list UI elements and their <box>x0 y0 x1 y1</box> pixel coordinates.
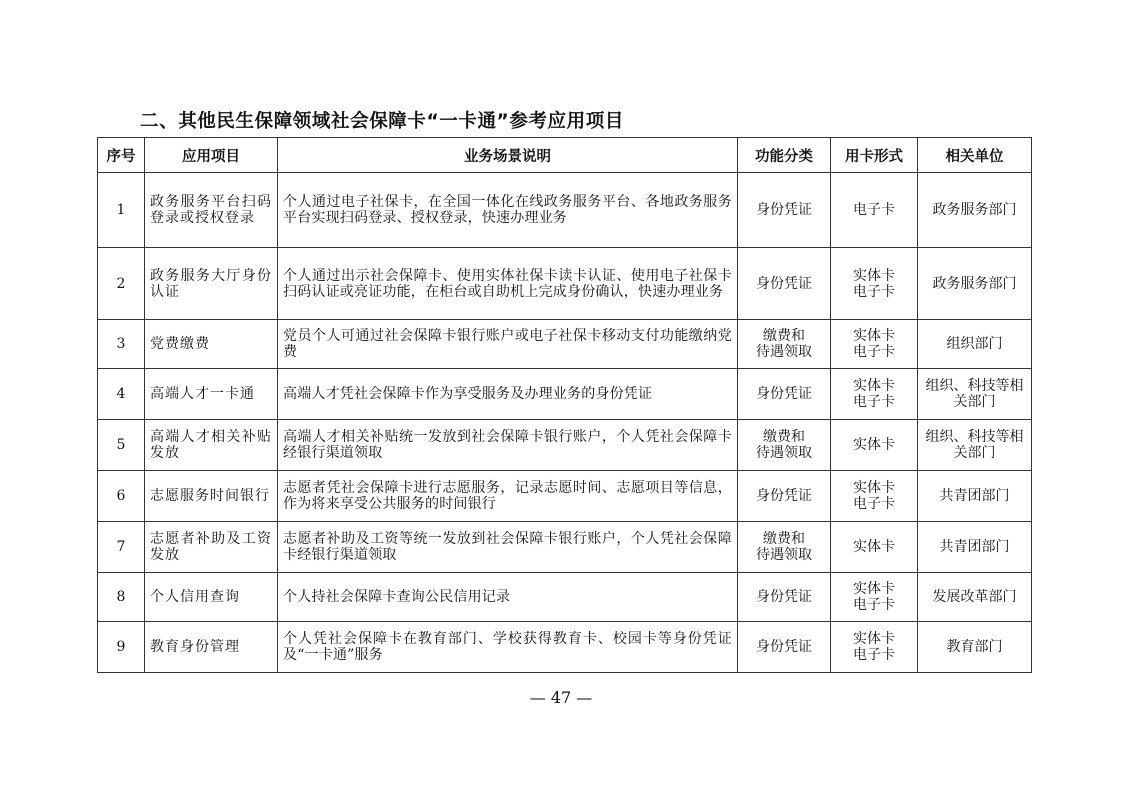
table-row <box>98 573 1032 622</box>
cell-item: 教育身份管理 <box>145 622 278 673</box>
cell-desc: 个人通过出示社会保障卡、使用实体社保卡读卡认证、使用电子社保卡扫码认证或亮证功能，在柜台或自助机上完成身份确认，快速办理业务 <box>278 248 738 320</box>
cell-category: 身份凭证 <box>738 369 831 420</box>
cell-category: 身份凭证 <box>738 622 831 673</box>
cell-desc: 个人通过电子社保卡，在全国一体化在线政务服务平台、各地政务服务平台实现扫码登录、授权登录，快速办理业务 <box>278 173 738 248</box>
cell-form: 实体卡 电子卡 <box>831 622 918 673</box>
table-row <box>98 622 1032 673</box>
cell-unit: 教育部门 <box>918 622 1032 673</box>
header-no: 序号 <box>98 138 145 173</box>
cell-no: 5 <box>98 420 145 471</box>
header-item: 应用项目 <box>145 138 278 173</box>
cell-unit: 组织、科技等相关部门 <box>918 369 1032 420</box>
cell-category: 缴费和 待遇领取 <box>738 420 831 471</box>
cell-no: 1 <box>98 173 145 248</box>
cell-desc: 个人凭社会保障卡在教育部门、学校获得教育卡、校园卡等身份凭证及“一卡通”服务 <box>278 622 738 673</box>
header-unit: 相关单位 <box>918 138 1032 173</box>
cell-desc: 志愿者凭社会保障卡进行志愿服务，记录志愿时间、志愿项目等信息，作为将来享受公共服务的时间银行 <box>278 471 738 522</box>
cell-form: 实体卡 电子卡 <box>831 573 918 622</box>
cell-desc: 高端人才相关补贴统一发放到社会保障卡银行账户，个人凭社会保障卡经银行渠道领取 <box>278 420 738 471</box>
cell-desc: 个人持社会保障卡查询公民信用记录 <box>278 573 738 622</box>
cell-unit: 发展改革部门 <box>918 573 1032 622</box>
cell-category: 身份凭证 <box>738 573 831 622</box>
cell-no: 3 <box>98 320 145 369</box>
table-row <box>98 320 1032 369</box>
cell-category: 缴费和 待遇领取 <box>738 522 831 573</box>
cell-form: 实体卡 电子卡 <box>831 471 918 522</box>
table-row <box>98 522 1032 573</box>
cell-form: 实体卡 <box>831 420 918 471</box>
cell-item: 高端人才相关补贴发放 <box>145 420 278 471</box>
cell-form: 电子卡 <box>831 173 918 248</box>
cell-unit: 组织部门 <box>918 320 1032 369</box>
table-header-row <box>98 138 1032 173</box>
cell-no: 9 <box>98 622 145 673</box>
cell-item: 个人信用查询 <box>145 573 278 622</box>
table-row <box>98 369 1032 420</box>
cell-item: 志愿服务时间银行 <box>145 471 278 522</box>
cell-form: 实体卡 电子卡 <box>831 320 918 369</box>
cell-form: 实体卡 <box>831 522 918 573</box>
cell-desc: 高端人才凭社会保障卡作为享受服务及办理业务的身份凭证 <box>278 369 738 420</box>
cell-desc: 党员个人可通过社会保障卡银行账户或电子社保卡移动支付功能缴纳党费 <box>278 320 738 369</box>
cell-unit: 共青团部门 <box>918 522 1032 573</box>
cell-unit: 政务服务部门 <box>918 173 1032 248</box>
cell-no: 8 <box>98 573 145 622</box>
table-row <box>98 420 1032 471</box>
cell-item: 政务服务大厅身份认证 <box>145 248 278 320</box>
header-category: 功能分类 <box>738 138 831 173</box>
table-row <box>98 248 1032 320</box>
cell-form: 实体卡 电子卡 <box>831 248 918 320</box>
cell-unit: 组织、科技等相关部门 <box>918 420 1032 471</box>
cell-form: 实体卡 电子卡 <box>831 369 918 420</box>
cell-no: 4 <box>98 369 145 420</box>
cell-item: 志愿者补助及工资发放 <box>145 522 278 573</box>
cell-no: 7 <box>98 522 145 573</box>
cell-category: 缴费和 待遇领取 <box>738 320 831 369</box>
cell-desc: 志愿者补助及工资等统一发放到社会保障卡银行账户，个人凭社会保障卡经银行渠道领取 <box>278 522 738 573</box>
cell-item: 高端人才一卡通 <box>145 369 278 420</box>
cell-item: 政务服务平台扫码登录或授权登录 <box>145 173 278 248</box>
cell-item: 党费缴费 <box>145 320 278 369</box>
page-number: — 47 — <box>529 688 593 707</box>
header-desc: 业务场景说明 <box>278 138 738 173</box>
application-items-table <box>97 137 1032 673</box>
cell-category: 身份凭证 <box>738 248 831 320</box>
cell-no: 6 <box>98 471 145 522</box>
header-form: 用卡形式 <box>831 138 918 173</box>
cell-category: 身份凭证 <box>738 471 831 522</box>
cell-unit: 政务服务部门 <box>918 248 1032 320</box>
section-title: 二、其他民生保障领域社会保障卡“一卡通”参考应用项目 <box>140 111 624 132</box>
cell-no: 2 <box>98 248 145 320</box>
table-row <box>98 471 1032 522</box>
cell-category: 身份凭证 <box>738 173 831 248</box>
cell-unit: 共青团部门 <box>918 471 1032 522</box>
table-row <box>98 173 1032 248</box>
